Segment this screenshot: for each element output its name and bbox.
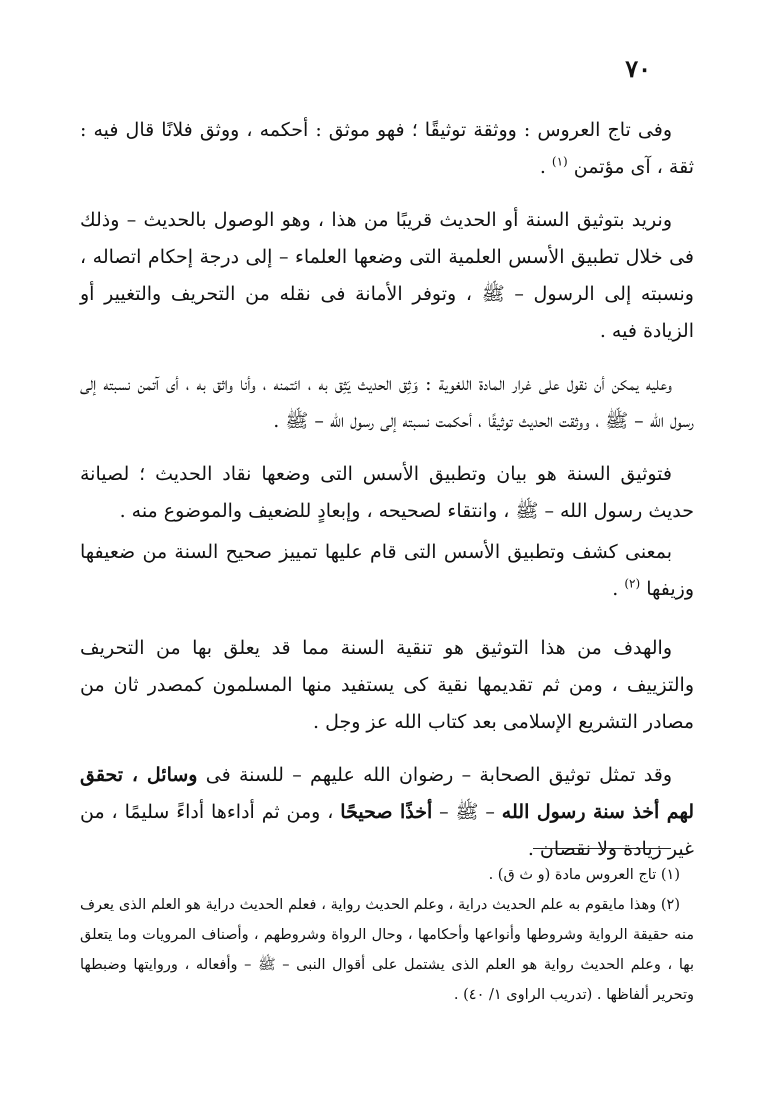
paragraph-4: فتوثيق السنة هو بيان وتطبيق الأسس التى وضعها نقاد الحديث ؛ لصيانة حديث رسول الله – ﷺ ، وانتقاء لصحيحه ، وإبعادٍ للضعيف والموضوع منه . — [80, 463, 694, 522]
page-number: ٧٠ — [625, 54, 651, 83]
footnote-divider — [533, 848, 671, 849]
paragraph-6: والهدف من هذا التوثيق هو تنقية السنة مما قد يعلق بها من التحريف والتزييف ، ومن ثم تقديمها نقية كى يستفيد منها المسلمون كمصدر ثان من مصادر التشريع الإسلامى بعد كتاب الله عز وجل . — [80, 637, 694, 733]
paragraph-7-text-3: ، ومن ثم أداءها أداءً سليمًا ، من غير زيادة ولا نقصان . — [80, 801, 694, 860]
paragraph-5-text: بمعنى كشف وتطبيق الأسس التى قام عليها تمييز صحيح السنة من ضعيفها وزيفها — [80, 541, 694, 600]
paragraph-1 — [80, 112, 694, 186]
paragraph-7-text-1: وقد تمثل توثيق الصحابة – رضوان الله عليهم – للسنة فى — [197, 764, 672, 786]
paragraph-1-end: . — [539, 156, 552, 178]
paragraph-2: ونريد بتوثيق السنة أو الحديث قريبًا من هذا ، وهو الوصول بالحديث – وذلك فى خلال تطبيق الأسس العلمية التى وضعها العلماء – إلى درجة إحكام اتصاله ، ونسبته إلى الرسول – ﷺ ، وتوفر الأمانة فى نقله من التحريف والتغيير أو الزيادة فيه . — [80, 209, 694, 342]
paragraph-5-end: . — [612, 578, 625, 600]
paragraph-3: وعليه يمكن أن نقول على غرار المادة اللغوية : وَثِق الحديث يَثِق به ، ائتمنه ، وأنا واثق به ، أى آتمن نسبته إلى رسول الله – ﷺ ، ووثقت الحديث توثيقًا ، أحكمت نسبته إلى رسول الله – ﷺ . — [80, 373, 694, 432]
footnote-ref-1[interactable]: (١) — [551, 154, 568, 169]
footnotes-section — [80, 860, 694, 1010]
paragraph-7-bold-2: أخذًا صحيحًا — [340, 801, 433, 823]
paragraph-1-text: وفى تاج العروس : ووثقة توثيقًا ؛ فهو موثق : أحكمه ، ووثق فلانًا قال فيه : ثقة ، آى مؤتمن — [80, 119, 694, 178]
paragraph-7-text-2: – ﷺ – — [432, 801, 502, 823]
footnote-1: (١) تاج العروس مادة (و ث ق) . — [488, 867, 680, 883]
paragraph-7-bold-1: وسائل ، تحقق لهم أخذ سنة رسول الله — [80, 764, 694, 823]
footnote-ref-2[interactable]: (٢) — [624, 576, 641, 591]
footnote-2: (٢) وهذا مايقوم به علم الحديث دراية ، وعلم الحديث رواية ، فعلم الحديث دراية هو العلم الذى يعرف منه حقيقة الرواية وشروطها وأنواعها وأحكامها ، وحال الرواة وشروطهم ، وأصناف المرويات وما يتعلق بها ، وعلم الحديث رواية هو العلم الذى يشتمل على أقوال النبى – ﷺ – وأفعاله ، وروايتها وضبطها وتحرير ألفاظها . (تدريب الراوى ١/ ٤٠) . — [80, 897, 694, 1003]
main-text — [80, 112, 694, 884]
paragraph-5 — [80, 534, 694, 608]
paragraph-7 — [80, 757, 694, 868]
